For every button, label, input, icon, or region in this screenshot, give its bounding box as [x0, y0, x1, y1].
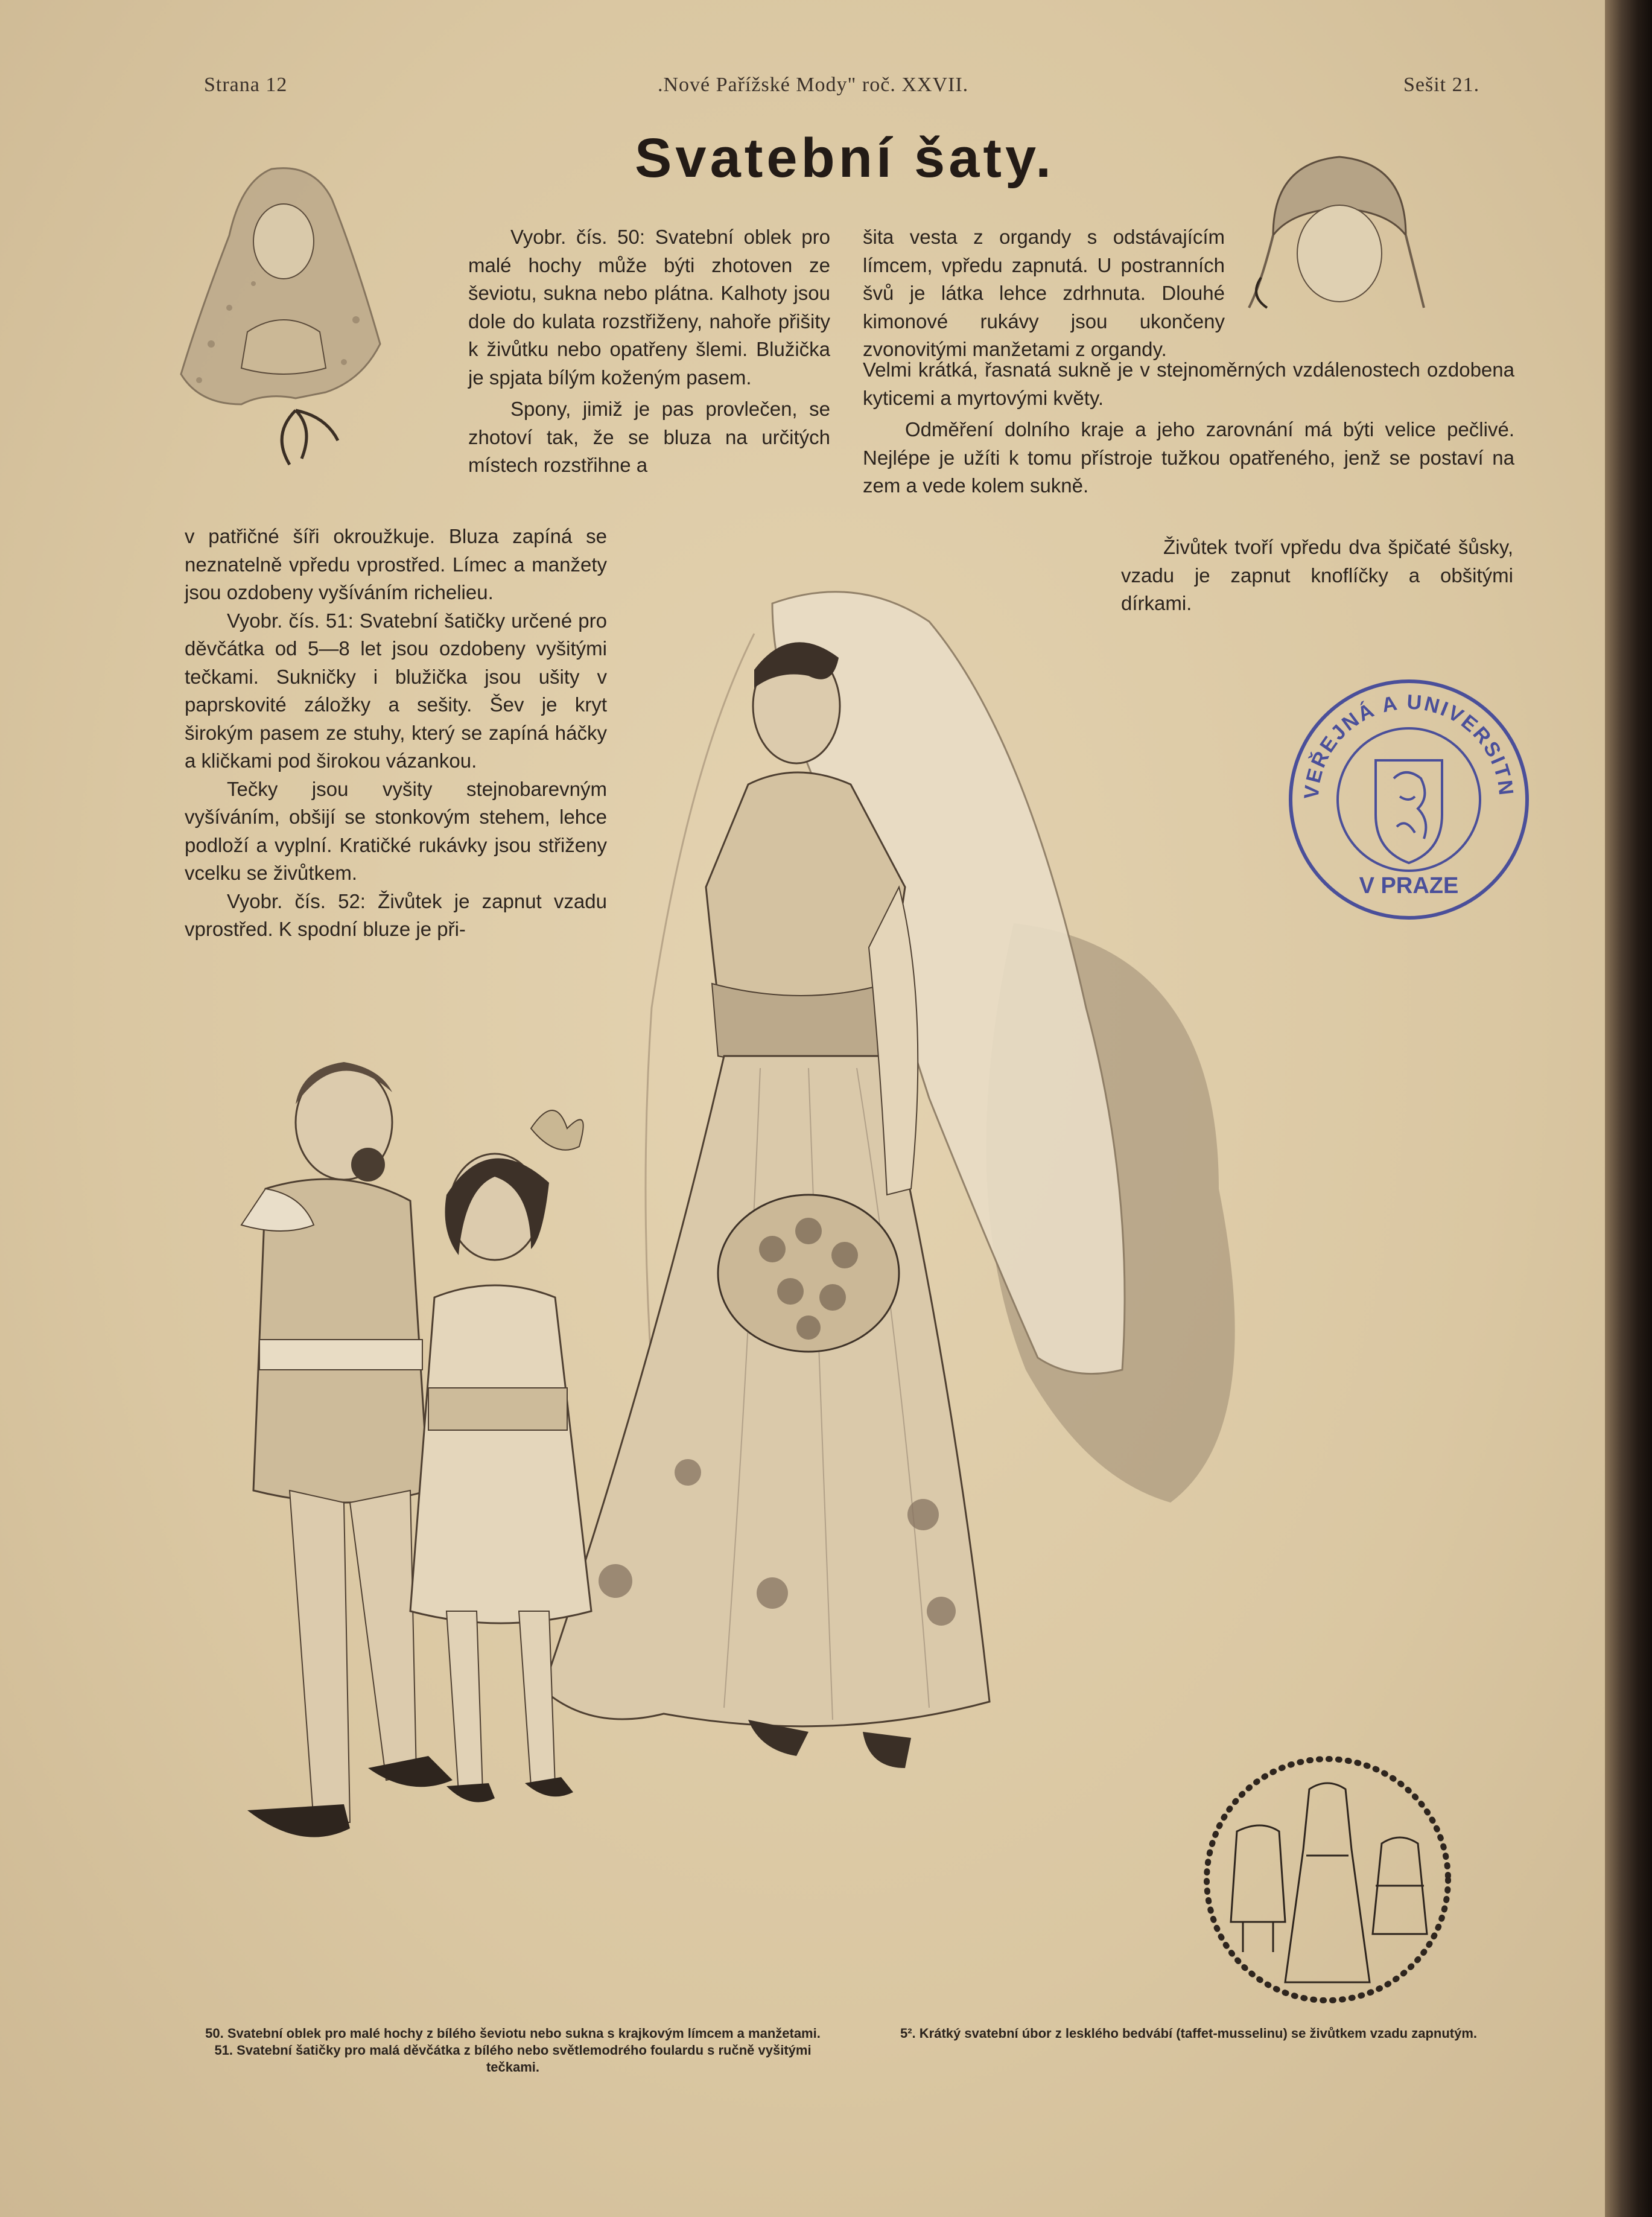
pattern-boy-tunic [1231, 1825, 1285, 1922]
paragraph-fig52-vest: šita vesta z organdy s odstávajícím límcem, vpředu zapnutá. U postranních švů je látka lehce zdrhnuta. Dlouhé kimonové rukávy jsou ukončeny zvonovitými manžetami z organdy. [863, 226, 1225, 360]
caption-fig51: 51. Svatební šatičky pro malá děvčátka z bílého nebo světlemodrého foulardu s ručně vyšitými tečkami. [214, 2043, 812, 2075]
bridal-bouquet [718, 1195, 899, 1352]
stamp-outer-text: VEŘEJNÁ A UNIVERSITNÍ KNIHOVNA [1276, 658, 1518, 800]
paragraph-fig51-dots: Tečky jsou vyšity stejnobarevným vyšíváním, obšijí se stonkovým stehem, lehce podloží a vyplní. Kratičké rukávky jsou střiženy vcelku se živůtkem. [185, 777, 607, 884]
caption-right [863, 2025, 1514, 2042]
journal-name: .Nové Pařížské Mody" roč. XXVII. [658, 74, 969, 96]
column-1-upper-text [468, 223, 830, 480]
paragraph-fig50-clasps: Spony, jimiž je pas provlečen, se zhotoví tak, že se bluza na určitých místech rozstřihne a [468, 398, 830, 476]
column-2-wide-text [863, 356, 1514, 500]
paragraph-fig51-intro: Vyobr. čís. 51: Svatební šatičky určené pro děvčátka od 5—8 let jsou ozdobeny vyšitými tečkami. Sukničky i blužička jsou ušity v paprskovité záložky a sešity. Šev je kryt širokým pasem ze stuhy, který se zapíná háčky a kličkami pod širokou vázankou. [185, 609, 607, 772]
paragraph-fig52-hem: Odměření dolního kraje a jeho zarovnání má býti velice pečlivé. Nejlépe je užíti k tomu přístroje tužkou opatřeného, jenž se postaví na zem a vede kolem sukně. [863, 418, 1514, 497]
paragraph-fig52-skirt: Velmi krátká, řasnatá sukně je v stejnoměrných vzdálenostech ozdobena kyticemi a myrtovými květy. [863, 358, 1514, 409]
bride-sash [712, 984, 887, 1065]
pattern-bride-gown [1285, 1783, 1370, 1982]
library-stamp [1276, 658, 1533, 923]
boy-figure [241, 1062, 453, 1837]
column-2-upper-text [863, 223, 1225, 364]
paragraph-fig50-continued: v patřičné šíři okroužkuje. Bluza zapíná se neznatelně vpředu vprostřed. Límec a manžety jsou ozdobeny vyšíváním richelieu. [185, 525, 607, 603]
page-number: Strana 12 [204, 74, 288, 96]
caption-left [187, 2025, 839, 2076]
wedding-fashion-illustration [229, 585, 1267, 2015]
book-spine-edge [1605, 0, 1652, 2217]
caption-fig52: 5². Krátký svatební úbor z lesklého bedvábí (taffet-musselinu) se živůtkem vzadu zapnutým. [900, 2026, 1477, 2041]
stamp-bottom-text: V PRAZE [1359, 873, 1459, 899]
paragraph-fig52-bodice: Živůtek tvoří vpředu dva špičaté šůsky, vzadu je zapnut knoflíčky a obšitými dírkami. [1121, 536, 1513, 614]
lion-shield-emblem [1376, 760, 1442, 863]
bonnet-vignette-illustration [1237, 145, 1430, 326]
veil-vignette-illustration [175, 163, 392, 477]
pattern-diagram-medallion [1201, 1753, 1454, 2006]
paragraph-fig50-intro: Vyobr. čís. 50: Svatební oblek pro malé hochy může býti zhotoven ze ševiotu, sukna nebo plátna. Kalhoty jsou dole do kulata rozstřiženy, nahoře přišity k živůtku nebo opatřeny šlemi. Blužička je spjata bílým koženým pasem. [468, 226, 830, 389]
page-title: Svatební šaty. [635, 127, 1055, 189]
paragraph-fig52-intro: Vyobr. čís. 52: Živůtek je zapnut vzadu vprostřed. K spodní bluze je při- [185, 889, 607, 940]
caption-fig50: 50. Svatební oblek pro malé hochy z bílého ševiotu nebo sukna s krajkovým límcem a manžetami. [205, 2026, 821, 2041]
issue-number: Sešit 21. [1403, 74, 1480, 96]
